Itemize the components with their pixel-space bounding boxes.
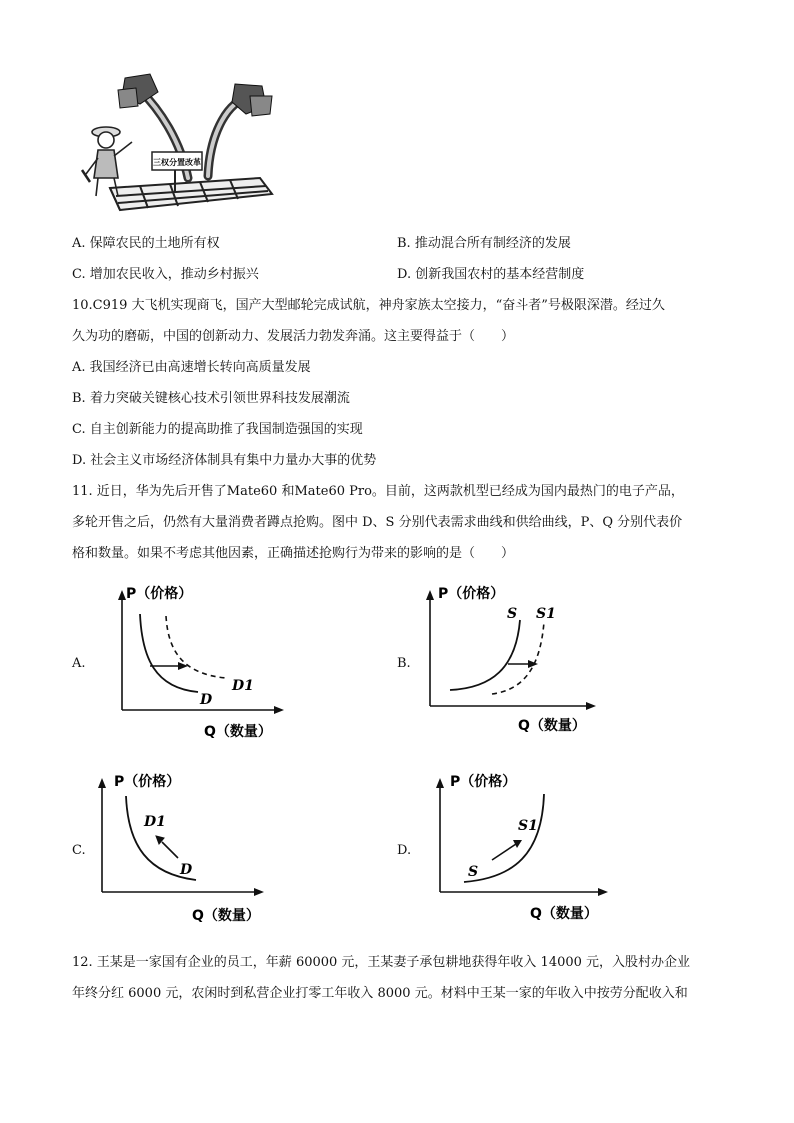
q11-stem-line3: 格和数量。如果不考虑其他因素，正确描述抢购行为带来的影响的是（ ）	[72, 546, 515, 561]
q11-option-b-label: B.	[397, 656, 411, 671]
y-axis-label: P（价格）	[114, 774, 181, 790]
q10-stem-line1: 10.C919 大飞机实现商飞，国产大型邮轮完成试航，神舟家族太空接力，“奋斗者”号极限深潜。经过久	[72, 298, 665, 313]
x-axis-label: Q（数量）	[518, 718, 586, 734]
curve-d-label: D	[200, 692, 213, 708]
y-axis-label: P（价格）	[126, 586, 193, 602]
curve-d1-label: D1	[232, 678, 254, 694]
curve-s-label: S	[468, 864, 479, 880]
sign-text: 三权分置改革	[153, 158, 201, 167]
curve-d1-label: D1	[144, 814, 166, 830]
q11-graph-b	[412, 578, 612, 743]
q11-option-d-label: D.	[397, 843, 412, 858]
q9-option-b: B. 推动混合所有制经济的发展	[397, 236, 571, 251]
q12-stem-line2: 年终分红 6000 元，农闲时到私营企业打零工年收入 8000 元。材料中王某一家的年收入中按劳分配收入和	[72, 986, 688, 1001]
q10-option-a: A. 我国经济已由高速增长转向高质量发展	[72, 360, 311, 375]
x-axis-label: Q（数量）	[192, 908, 260, 924]
q12-stem-line1: 12. 王某是一家国有企业的员工，年薪 60000 元，王某妻子承包耕地获得年收入 14000 元，入股村办企业	[72, 955, 691, 970]
q11-option-c-label: C.	[72, 843, 86, 858]
x-axis-label: Q（数量）	[204, 724, 272, 740]
cartoon-illustration	[80, 70, 280, 220]
curve-s1-label: S1	[536, 606, 556, 622]
q11-option-a-label: A.	[72, 656, 86, 671]
q10-option-b: B. 着力突破关键核心技术引领世界科技发展潮流	[72, 391, 350, 406]
curve-s-label: S	[507, 606, 518, 622]
curve-d-label: D	[180, 862, 193, 878]
q10-option-d: D. 社会主义市场经济体制具有集中力量办大事的优势	[72, 453, 377, 468]
q11-stem-line1: 11. 近日，华为先后开售了Mate60 和Mate60 Pro。目前，这两款机型已经成为国内最热门的电子产品，	[72, 484, 684, 499]
x-axis-label: Q（数量）	[530, 906, 598, 922]
q9-option-c: C. 增加农民收入，推动乡村振兴	[72, 267, 259, 282]
q9-option-a: A. 保障农民的土地所有权	[72, 236, 220, 251]
q10-stem-line2: 久为功的磨砺，中国的创新动力、发展活力勃发奔涌。这主要得益于（ ）	[72, 329, 515, 344]
curve-s1-label: S1	[518, 818, 538, 834]
farmer-figure	[82, 127, 132, 196]
q9-option-d: D. 创新我国农村的基本经营制度	[397, 267, 585, 282]
y-axis-label: P（价格）	[438, 586, 505, 602]
q11-graph-d	[424, 766, 624, 931]
q10-option-c: C. 自主创新能力的提高助推了我国制造强国的实现	[72, 422, 363, 437]
q11-graph-c	[88, 766, 288, 931]
money-cluster-right	[232, 84, 272, 116]
q11-stem-line2: 多轮开售之后，仍然有大量消费者蹲点抢购。图中 D、S 分别代表需求曲线和供给曲线，P、Q 分别代表价	[72, 515, 683, 530]
raft	[110, 178, 272, 210]
q11-graph-a	[100, 578, 300, 743]
y-axis-label: P（价格）	[450, 774, 517, 790]
